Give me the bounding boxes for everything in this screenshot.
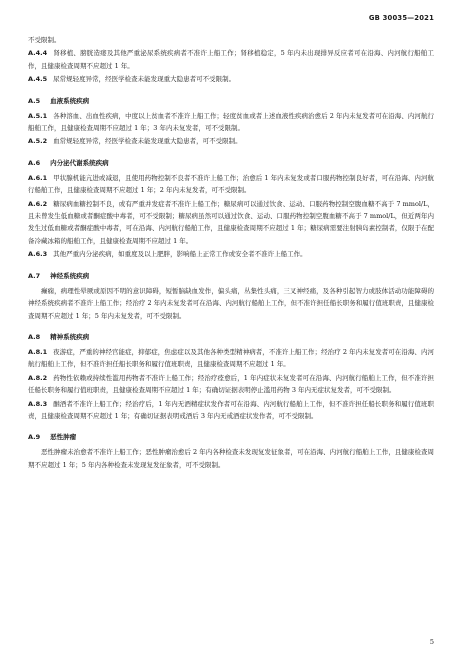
clause-text: 不受限制。: [28, 36, 61, 44]
clause-number: A.8.2: [28, 373, 48, 382]
body-paragraph: [28, 34, 434, 46]
document-body: [28, 34, 434, 472]
clause-text: 酗酒者不准许上船工作；经治疗后，1 年内无酒精症状发作者可在沿海、内河航行船舶上工作，但不准许担任船长职务和履行值班职责，且健康检查周期不应超过 1 年；有确切证据表明戒酒后 3 年内无戒酒症状发作者，可不受限制。: [28, 399, 434, 420]
clause-number: A.6.1: [28, 173, 48, 182]
section-number: A.7: [28, 271, 41, 280]
section-number: A.6: [28, 158, 41, 167]
clause-number: A.5.2: [28, 137, 48, 146]
clause-number: A.5.1: [28, 111, 48, 120]
clause-paragraph: [28, 73, 434, 85]
clause-text: 癫痫，病理性晕厥或原因不明的意识障碍，短暂脑缺血发作，偏头痛，丛集性头痛，三叉神经痛，及各种引起智力或肢体活动功能障碍的神经系统疾病者不准许上船工作；经治疗 2 年内未复发者可在沿海、内河航行船舶上工作，但不准许担任船长职务和履行值班职责，且健康检查周期不应超过 1 年；5 年内未复发者，可不受限制。: [28, 286, 434, 320]
body-paragraph: [28, 285, 434, 322]
section-heading: [28, 431, 434, 443]
clause-text: 夜游症，严重的神经官能症，抑郁症，焦虑症以及其他各种类型精神病者，不准许上船工作；经治疗 2 年内未复发者可在沿海、内河航行船舶上工作，但不准许担任船长职务和履行值班职责，且健康检查周期不应超过 1 年。: [28, 347, 434, 369]
clause-text: 血常规轻度异常，经医学检查未能发现重大隐患者，可不受限制。: [53, 137, 242, 146]
clause-paragraph: [28, 248, 434, 260]
section-heading: [28, 270, 434, 282]
section-heading: [28, 95, 434, 107]
clause-text: 甲状腺机能亢进或减退，且使用药物控制不良者不准许上船工作；治愈后 1 年内未复发或者口服药物控制良好者，可在沿海、内河航行船舶工作，且健康检查周期不应超过 1 年；2 年内未复发者，可不受限制。: [28, 173, 434, 195]
clause-number: A.8.3: [28, 399, 48, 408]
clause-text: 药物性依赖或持续性滥用药物者不准许上船工作；经治疗痊愈后，1 年内症状未复发者可在沿海、内河航行船舶上工作，但不准许担任船长职务和履行值班职责，且健康检查周期不应超过 1 年；有确切证据表明停止滥用药物 3 年内无症状复发者，可不受限制。: [28, 373, 434, 395]
body-paragraph: [28, 446, 434, 471]
clause-paragraph: [28, 198, 434, 248]
clause-text: 糖尿病血糖控制不良，或有严重并发症者不准许上船工作；糖尿病可以通过饮食、运动、口服药物控制空腹血糖不高于 7 mmol/L，且未曾发生低血糖或者酮症酸中毒者，可不受限制；糖尿病虽然可以通过饮食、运动、口服药物控制空腹血糖不高于 7 mmol/L，但近两年内发生过低血糖或者酮症酸中毒者，可在沿海、内河航行船舶工作，且健康检查周期不应超过 1 年；糖尿病需要注射胰岛素控制者，仅限于在配备冷藏冰箱的船舶工作，且健康检查周期不应超过 1 年。: [28, 199, 434, 245]
section-title: 精神系统疾病: [50, 332, 90, 341]
clause-text: 恶性肿瘤未治愈者不准许上船工作；恶性肿瘤治愈后 2 年内各种检查未发现复发征象者，可在沿海、内河航行船舶上工作，且健康检查周期不应超过 1 年；5 年内各种检查未发现复发征象者，可不受限制。: [28, 448, 434, 469]
section-title: 神经系统疾病: [50, 271, 90, 280]
clause-text: 肾移植、膀胱造瘘及其他严重泌尿系统疾病者不准许上船工作；肾移植稳定，5 年内未出现排异反应者可在沿海、内河航行船舶工作，且健康检查周期不应超过 1 年。: [28, 49, 434, 70]
clause-paragraph: [28, 398, 434, 423]
standard-code: GB 30035—2021: [368, 14, 434, 22]
clause-text: 各种溶血、出血性疾病，中度以上贫血者不准许上船工作；轻度贫血或者上述血液性疾病治愈后 2 年内未复发者可在沿海、内河航行船舶工作，且健康检查周期不应超过 1 年；3 年内未复发者，可不受限制。: [28, 111, 434, 133]
page-number: 5: [429, 638, 434, 646]
clause-paragraph: [28, 47, 434, 72]
section-title: 恶性肿瘤: [50, 433, 77, 442]
clause-paragraph: [28, 110, 434, 135]
clause-text: 其他严重内分泌疾病，如重度及以上肥胖，影响船上正常工作或安全者不准许上船工作。: [53, 250, 307, 259]
clause-paragraph: [28, 346, 434, 371]
clause-number: A.4.5: [28, 75, 48, 84]
clause-text: 尿常规轻度异常，经医学检查未能发现重大隐患者可不受限制。: [53, 75, 236, 84]
clause-number: A.6.3: [28, 250, 48, 259]
section-number: A.8: [28, 332, 41, 341]
clause-paragraph: [28, 172, 434, 197]
section-title: 内分泌代谢系统疾病: [50, 158, 109, 167]
clause-paragraph: [28, 372, 434, 397]
clause-number: A.8.1: [28, 347, 48, 356]
clause-number: A.6.2: [28, 199, 48, 208]
section-number: A.9: [28, 433, 41, 442]
section-heading: [28, 331, 434, 343]
clause-paragraph: [28, 135, 434, 147]
section-heading: [28, 157, 434, 169]
section-number: A.5: [28, 96, 41, 105]
section-title: 血液系统疾病: [50, 96, 90, 105]
clause-number: A.4.4: [28, 49, 48, 58]
